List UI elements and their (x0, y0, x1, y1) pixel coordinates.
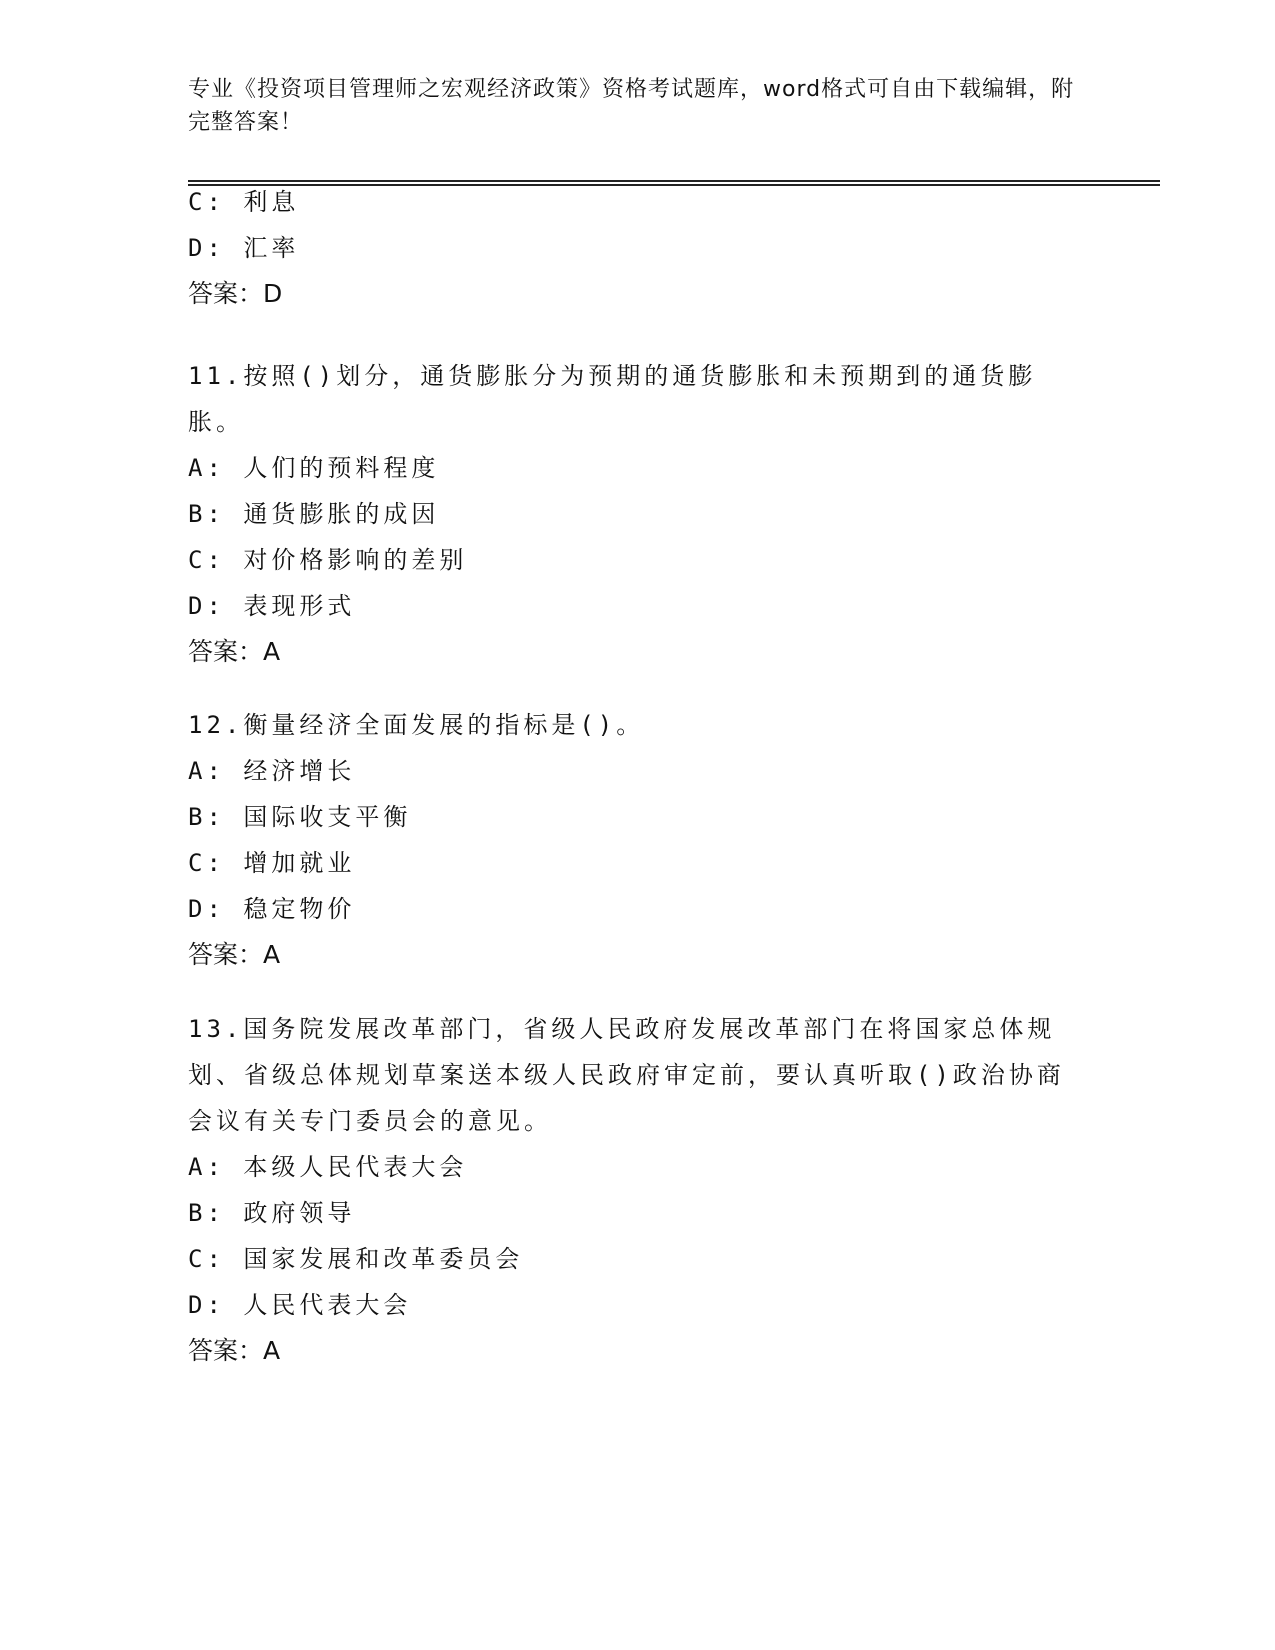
question-11 (188, 353, 1088, 675)
option-c: C: 对价格影响的差别 (188, 546, 468, 574)
document-header: 专业《投资项目管理师之宏观经济政策》资格考试题库，word格式可自由下载编辑，附完整答案！ (188, 77, 1075, 135)
option-b: B: 政府领导 (188, 1199, 356, 1227)
option-a: A: 人们的预料程度 (188, 454, 440, 482)
option-c: C: 国家发展和改革委员会 (188, 1245, 524, 1273)
question-text: 12.衡量经济全面发展的指标是()。 (188, 711, 645, 739)
question-text: 11.按照()划分，通货膨胀分为预期的通货膨胀和未预期到的通货膨胀。 (188, 362, 1037, 436)
option-d: D: 汇率 (188, 234, 300, 262)
question-text: 13.国务院发展改革部门，省级人民政府发展改革部门在将国家总体规划、省级总体规划草案送本级人民政府审定前，要认真听取()政治协商会议有关专门委员会的意见。 (188, 1015, 1065, 1135)
option-d: D: 人民代表大会 (188, 1291, 412, 1319)
option-c: C: 利息 (188, 188, 300, 216)
answer-line: 答案：A (188, 637, 281, 666)
answer-line: 答案：A (188, 1336, 281, 1365)
option-a: A: 本级人民代表大会 (188, 1153, 468, 1181)
option-d: D: 表现形式 (188, 592, 356, 620)
question-12 (188, 702, 1088, 978)
answer-line: 答案：D (188, 279, 283, 308)
option-a: A: 经济增长 (188, 757, 356, 785)
previous-question-tail (188, 179, 1088, 317)
option-c: C: 增加就业 (188, 849, 356, 877)
option-b: B: 国际收支平衡 (188, 803, 412, 831)
option-d: D: 稳定物价 (188, 895, 356, 923)
question-13 (188, 1006, 1088, 1374)
option-b: B: 通货膨胀的成因 (188, 500, 440, 528)
answer-line: 答案：A (188, 940, 281, 969)
